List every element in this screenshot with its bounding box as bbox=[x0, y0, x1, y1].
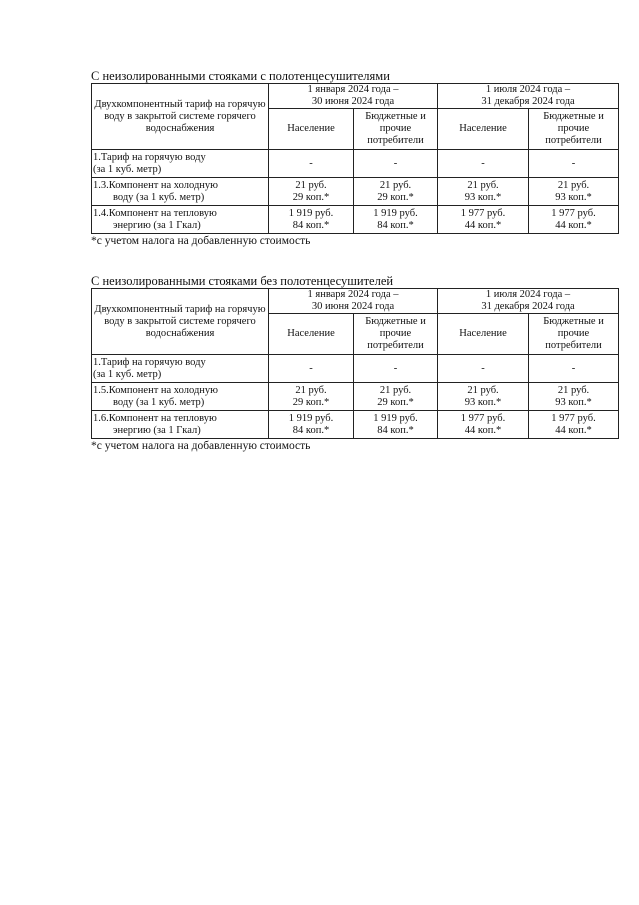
footnote: *с учетом налога на добавленную стоимость bbox=[91, 235, 311, 247]
table-cell: 1 977 руб. 44 коп.* bbox=[438, 206, 529, 234]
table-cell: 21 руб. 29 коп.* bbox=[269, 178, 354, 206]
row-label: 1.3.Компонент на холодную воду (за 1 куб. метр) bbox=[92, 178, 269, 206]
section-title: С неизолированными стояками с полотенцесушителями bbox=[91, 69, 390, 83]
table-cell: 1 919 руб. 84 коп.* bbox=[354, 206, 438, 234]
table-row bbox=[92, 383, 619, 411]
corner-header: Двухкомпонентный тариф на горячую воду в закрытой системе горячего водоснабжения bbox=[92, 84, 269, 150]
table-cell: 21 руб. 29 коп.* bbox=[354, 383, 438, 411]
table-row bbox=[92, 206, 619, 234]
table-row bbox=[92, 150, 619, 178]
period-header-1: 1 января 2024 года – 30 июня 2024 года bbox=[269, 289, 438, 314]
table-cell: - bbox=[529, 150, 619, 178]
col-header-budget: Бюджетные и прочие потребители bbox=[354, 109, 438, 150]
tariff-table bbox=[91, 83, 619, 234]
table-cell: 21 руб. 29 коп.* bbox=[354, 178, 438, 206]
table-cell: - bbox=[354, 355, 438, 383]
period-header-2: 1 июля 2024 года – 31 декабря 2024 года bbox=[438, 84, 619, 109]
col-header-budget: Бюджетные и прочие потребители bbox=[354, 314, 438, 355]
table-cell: 1 919 руб. 84 коп.* bbox=[354, 411, 438, 439]
section-title: С неизолированными стояками без полотенцесушителей bbox=[91, 274, 394, 288]
row-label: 1.5.Компонент на холодную воду (за 1 куб. метр) bbox=[92, 383, 269, 411]
period-header-1: 1 января 2024 года – 30 июня 2024 года bbox=[269, 84, 438, 109]
col-header-population: Население bbox=[438, 109, 529, 150]
col-header-population: Население bbox=[438, 314, 529, 355]
table-row bbox=[92, 355, 619, 383]
col-header-population: Население bbox=[269, 314, 354, 355]
row-label: 1.Тариф на горячую воду (за 1 куб. метр) bbox=[92, 355, 269, 383]
row-label: 1.4.Компонент на тепловую энергию (за 1 Гкал) bbox=[92, 206, 269, 234]
table-cell: 1 977 руб. 44 коп.* bbox=[529, 411, 619, 439]
tariff-section-1 bbox=[91, 69, 618, 248]
table-cell: - bbox=[354, 150, 438, 178]
table-cell: 21 руб. 93 коп.* bbox=[438, 178, 529, 206]
footnote: *с учетом налога на добавленную стоимость bbox=[91, 440, 311, 452]
tariff-table bbox=[91, 288, 619, 439]
table-cell: - bbox=[269, 355, 354, 383]
table-row bbox=[92, 178, 619, 206]
col-header-budget: Бюджетные и прочие потребители bbox=[529, 314, 619, 355]
table-cell: 21 руб. 93 коп.* bbox=[529, 383, 619, 411]
period-header-2: 1 июля 2024 года – 31 декабря 2024 года bbox=[438, 289, 619, 314]
table-cell: - bbox=[438, 150, 529, 178]
table-cell: 1 919 руб. 84 коп.* bbox=[269, 206, 354, 234]
table-cell: - bbox=[269, 150, 354, 178]
table-cell: - bbox=[438, 355, 529, 383]
col-header-population: Население bbox=[269, 109, 354, 150]
table-cell: 21 руб. 93 коп.* bbox=[529, 178, 619, 206]
col-header-budget: Бюджетные и прочие потребители bbox=[529, 109, 619, 150]
table-cell: 21 руб. 93 коп.* bbox=[438, 383, 529, 411]
table-cell: 1 919 руб. 84 коп.* bbox=[269, 411, 354, 439]
table-cell: 1 977 руб. 44 коп.* bbox=[529, 206, 619, 234]
row-label: 1.6.Компонент на тепловую энергию (за 1 Гкал) bbox=[92, 411, 269, 439]
corner-header: Двухкомпонентный тариф на горячую воду в закрытой системе горячего водоснабжения bbox=[92, 289, 269, 355]
table-cell: 21 руб. 29 коп.* bbox=[269, 383, 354, 411]
tariff-section-2 bbox=[91, 274, 618, 453]
table-cell: - bbox=[529, 355, 619, 383]
table-cell: 1 977 руб. 44 коп.* bbox=[438, 411, 529, 439]
table-row bbox=[92, 411, 619, 439]
row-label: 1.Тариф на горячую воду (за 1 куб. метр) bbox=[92, 150, 269, 178]
